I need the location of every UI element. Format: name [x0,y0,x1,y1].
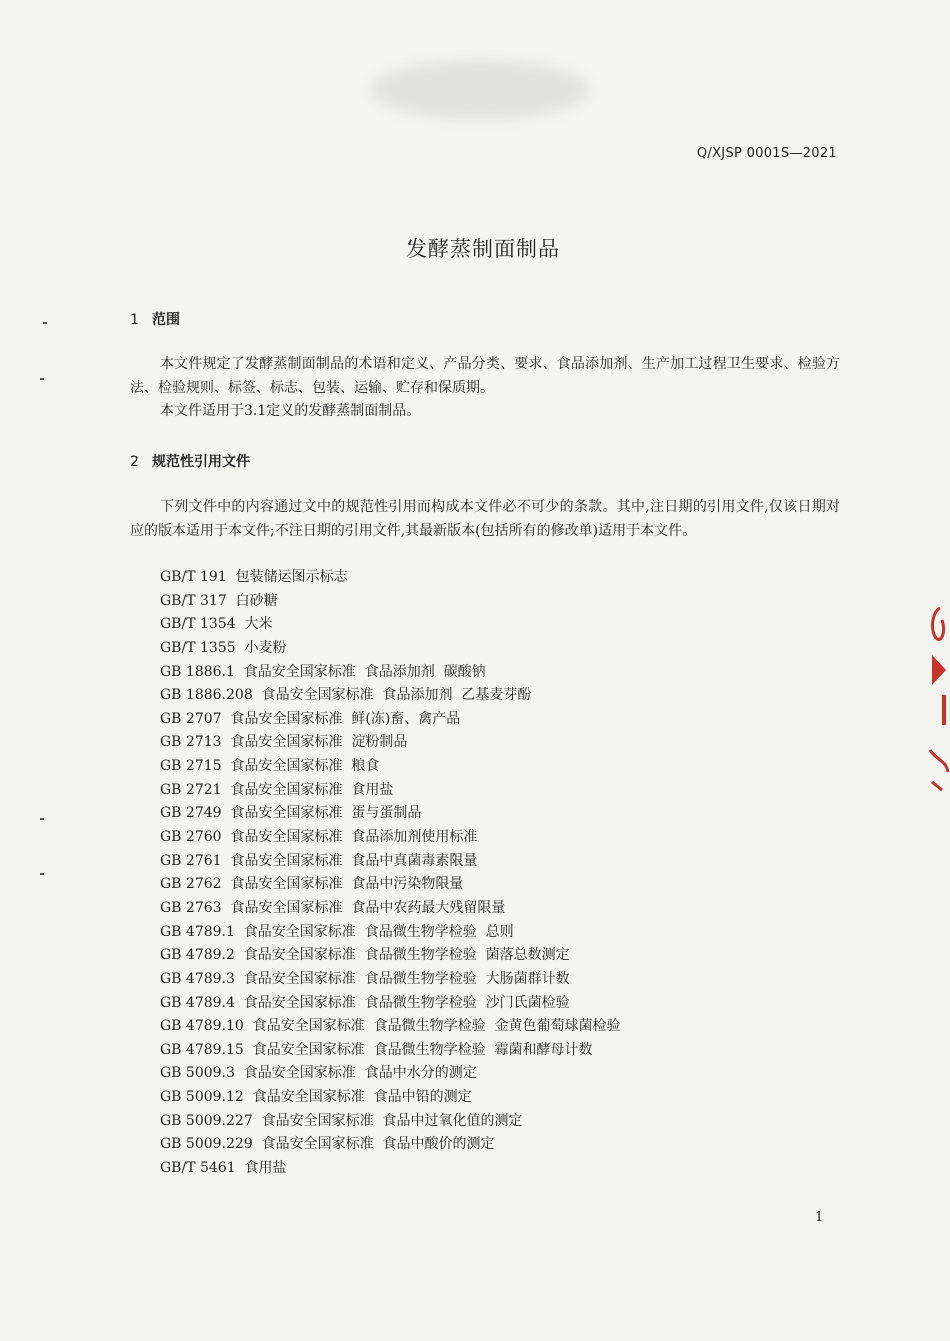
seal-stamp-fragment [922,600,950,800]
scan-mark [43,322,47,324]
section-number: 2 [130,454,139,470]
reference-item: GB 2713 食品安全国家标准 淀粉制品 [160,734,408,751]
scan-mark [40,873,44,875]
reference-item: GB 2762 食品安全国家标准 食品中污染物限量 [160,876,464,893]
page-title: 发酵蒸制面制品 [406,237,560,261]
scan-smudge [370,60,590,120]
reference-item: GB/T 5461 食用盐 [160,1160,287,1177]
reference-item: GB 4789.3 食品安全国家标准 食品微生物学检验 大肠菌群计数 [160,970,570,987]
reference-item: GB 5009.229 食品安全国家标准 食品中酸价的测定 [160,1136,495,1153]
reference-item: GB 5009.227 食品安全国家标准 食品中过氧化值的测定 [160,1112,523,1129]
paragraph: 本文件规定了发酵蒸制面制品的术语和定义、产品分类、要求、食品添加剂、生产加工过程卫生要求、检验方法、检验规则、标签、标志、包装、运输、贮存和保质期。 [130,356,840,396]
reference-item: GB 5009.3 食品安全国家标准 食品中水分的测定 [160,1065,477,1082]
reference-item: GB/T 191 包装储运图示标志 [160,569,348,585]
reference-item: GB 2721 食品安全国家标准 食用盐 [160,781,394,798]
paragraph: 本文件适用于3.1定义的发酵蒸制面制品。 [160,403,421,419]
reference-list [160,566,621,1181]
section-number: 1 [130,312,139,328]
scan-mark [40,818,44,820]
reference-item: GB/T 1355 小麦粉 [160,639,287,656]
reference-item: GB/T 317 白砂糖 [160,592,278,609]
reference-item: GB 4789.15 食品安全国家标准 食品微生物学检验 霉菌和酵母计数 [160,1041,593,1058]
reference-item: GB 4789.1 食品安全国家标准 食品微生物学检验 总则 [160,923,514,940]
reference-item: GB 2763 食品安全国家标准 食品中农药最大残留限量 [160,899,506,916]
reference-item: GB 4789.2 食品安全国家标准 食品微生物学检验 菌落总数测定 [160,947,570,964]
reference-item: GB 4789.4 食品安全国家标准 食品微生物学检验 沙门氏菌检验 [160,994,570,1011]
section-title: 规范性引用文件 [152,454,250,470]
reference-item: GB 1886.1 食品安全国家标准 食品添加剂 碳酸钠 [160,663,486,680]
reference-item: GB 5009.12 食品安全国家标准 食品中铅的测定 [160,1089,472,1106]
reference-item: GB 4789.10 食品安全国家标准 食品微生物学检验 金黄色葡萄球菌检验 [160,1018,621,1035]
section-heading-scope [130,309,180,329]
section-title: 范围 [152,312,180,328]
reference-item: GB 2749 食品安全国家标准 蛋与蛋制品 [160,805,422,822]
reference-item: GB 2760 食品安全国家标准 食品添加剂使用标准 [160,829,478,846]
reference-item: GB 1886.208 食品安全国家标准 食品添加剂 乙基麦芽酚 [160,687,532,704]
page-number: 1 [815,1210,824,1225]
reference-item: GB 2761 食品安全国家标准 食品中真菌毒素限量 [160,852,478,869]
document-code: Q/XJSP 0001S—2021 [696,146,837,161]
reference-item: GB/T 1354 大米 [160,616,273,633]
section-heading-normative-references [130,451,250,471]
reference-item: GB 2707 食品安全国家标准 鲜(冻)畜、禽产品 [160,710,461,727]
paragraph: 下列文件中的内容通过文中的规范性引用而构成本文件必不可少的条款。其中,注日期的引用文件,仅该日期对应的版本适用于本文件;不注日期的引用文件,其最新版本(包括所有的修改单)适用于本文件。 [130,499,840,539]
reference-item: GB 2715 食品安全国家标准 粮食 [160,758,380,775]
scan-mark [40,378,44,380]
